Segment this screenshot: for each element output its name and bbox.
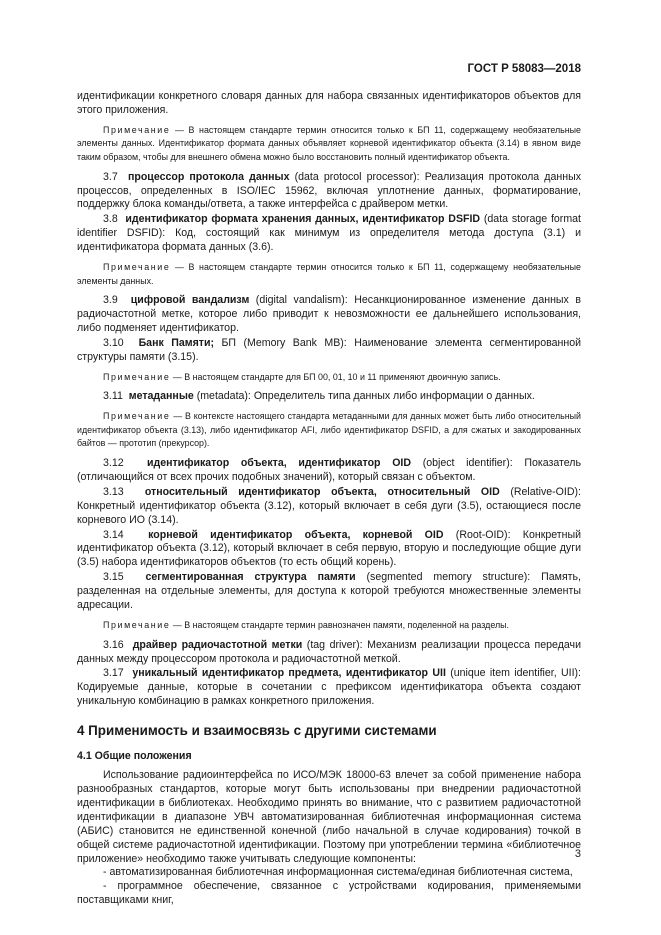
term-3-11 xyxy=(77,390,581,404)
note-label: Примечание xyxy=(103,411,171,422)
note-3 xyxy=(77,371,581,385)
term-number: 3.8 xyxy=(103,213,118,226)
term-number: 3.15 xyxy=(103,571,124,584)
term-definition: БП (Memory Bank MB): Наименование элемента сегментированной структуры памяти (3.15). xyxy=(77,336,582,363)
term-3-10 xyxy=(77,337,581,365)
note-1 xyxy=(77,124,581,165)
term-number: 3.12 xyxy=(103,457,124,470)
term-number: 3.17 xyxy=(103,667,124,680)
document-header: ГОСТ Р 58083—2018 xyxy=(467,63,581,75)
list-item: - программное обеспечение, связанное с устройствами кодирования, применяемыми поставщиками книг, xyxy=(77,880,581,907)
term-3-14 xyxy=(77,529,581,571)
term-definition: (data storage format identifier DSFID): Код, состоящий как минимум из определителя метода доступа (3.1) и идентификатора формата данных (3.6). xyxy=(77,213,581,254)
note-dash: — xyxy=(170,371,185,382)
term-number: 3.10 xyxy=(103,336,124,349)
page-number: 3 xyxy=(574,848,581,860)
paragraph-continuation: идентификации конкретного словаря данных для набора связанных идентификаторов объектов для этого приложения. xyxy=(77,90,581,116)
page-content xyxy=(77,90,581,908)
term-3-7 xyxy=(77,171,581,213)
note-label: Примечание xyxy=(103,262,171,273)
term-3-9 xyxy=(77,294,581,336)
term-name: сегментированная структура памяти xyxy=(145,571,356,584)
term-3-12 xyxy=(77,457,581,485)
note-5 xyxy=(77,619,581,633)
note-2 xyxy=(77,261,581,288)
term-number: 3.13 xyxy=(103,485,124,498)
term-definition: (segmented memory structure): Память, разделенная на отдельные элементы, для доступа к которой требуются множественные элементы адресации. xyxy=(77,571,581,612)
term-name: Банк Памяти; xyxy=(138,336,214,349)
term-name: идентификатор формата хранения данных, идентификатор DSFID xyxy=(125,213,481,226)
term-definition: (digital vandalism): Несанкционированное изменение данных в радиочастотной метке, которое либо приводит к невозможности ее дальнейшего использования, либо подменяет идентификатор. xyxy=(77,294,581,335)
term-number: 3.16 xyxy=(103,638,124,651)
term-name: процессор протокола данных xyxy=(127,170,290,183)
section-4-1-heading: 4.1 Общие положения xyxy=(77,750,192,763)
term-number: 3.9 xyxy=(103,294,118,307)
term-3-16 xyxy=(77,639,581,667)
term-3-8 xyxy=(77,213,581,255)
term-name: уникальный идентификатор предмета, идентификатор UII xyxy=(132,667,446,680)
term-name: идентификатор объекта, идентификатор OID xyxy=(146,457,412,470)
term-3-13 xyxy=(77,486,581,528)
section-4-heading: 4 Применимость и взаимосвязь с другими системами xyxy=(77,723,437,739)
term-name: драйвер радиочастотной метки xyxy=(132,638,303,651)
note-dash: — xyxy=(170,124,189,135)
term-definition: (Root-OID): Конкретный идентификатор объекта (3.12), который включает в себя первую, вторую и последующие общие дуги (3.5) набора идентификаторов объектов (то есть общий корень). xyxy=(77,528,581,569)
term-number: 3.7 xyxy=(103,170,118,183)
note-label: Примечание xyxy=(103,124,171,135)
note-text: В настоящем стандарте термин относится только к БП 11, содержащему необязательные элементы данных. Идентификатор формата данных объявляет корневой идентификатор объекта (3.14) в явном виде таким образом, чтобы для внешнего обмена можно было восстановить полный идентификатор объекта. xyxy=(77,124,581,162)
note-text: В контексте настоящего стандарта метаданными для данных может быть либо относительный идентификатор объекта (3.13), либо идентификатор AFI, либо идентификатор DSFID, а для сжатых и закодированных байтов — прототип (прекурсор). xyxy=(77,411,581,449)
term-name: цифровой вандализм xyxy=(130,294,250,307)
note-dash: — xyxy=(170,262,189,273)
term-definition: (metadata): Определитель типа данных либо информации о данных. xyxy=(193,390,535,403)
term-3-15 xyxy=(77,571,581,613)
term-definition: (tag driver): Механизм реализации процесса передачи данных между процессором протокола и радиочастотной меткой. xyxy=(77,638,581,665)
list-item: - автоматизированная библиотечная информационная система/единая библиотечная система, xyxy=(103,866,573,879)
note-label: Примечание xyxy=(103,371,171,382)
note-4 xyxy=(77,410,581,451)
term-number: 3.14 xyxy=(103,528,124,541)
section-4-1-paragraph: Использование радиоинтерфейса по ИСО/МЭК 18000-63 влечет за собой применение набора разнообразных стандартов, которые могут быть использованы при внедрении радиочастотной идентификации в библиотеках. Необходимо принять во внимание, что с развитием радиочастотной идентификации в диапазоне УВЧ автоматизированная библиотечная информационная система (АБИС) становится не единственной конечной (либо начальной в случае кодирования) точкой в общей системе радиочастотной идентификации. Поэтому при употреблении термина «библиотечное приложение» необходимо также учитывать следующие компоненты: xyxy=(77,769,581,865)
note-text: В настоящем стандарте термин равнозначен памяти, поделенной на разделы. xyxy=(184,620,509,630)
term-name: корневой идентификатор объекта, корневой OID xyxy=(148,528,444,541)
term-definition: (data protocol processor): Реализация протокола данных процессов, определенных в ISO/IEC 15962, включая уплотнение данных, форматирование, поддержку блока команды/ответа, а также интерфейса с драйвером метки. xyxy=(77,170,581,211)
term-number: 3.11 xyxy=(103,390,123,403)
term-name: относительный идентификатор объекта, относительный OID xyxy=(144,485,500,498)
note-dash: — xyxy=(170,620,185,630)
term-definition: (Relative-OID): Конкретный идентификатор объекта (3.12), который включает в себя дуги (3.5), остающиеся после корневого ИО (3.14). xyxy=(77,485,581,526)
note-label: Примечание xyxy=(103,620,171,630)
note-dash: — xyxy=(170,411,185,422)
note-text: В настоящем стандарте термин относится только к БП 11, содержащему необязательные элементы данных. xyxy=(77,262,581,286)
term-definition: (object identifier): Показатель (отличающийся от всех прочих подобных значений), который связан с объектом. xyxy=(77,457,581,483)
term-name: метаданные xyxy=(128,390,194,403)
term-3-17 xyxy=(77,667,581,709)
note-text: В настоящем стандарте для БП 00, 01, 10 и 11 применяют двоичную запись. xyxy=(184,371,501,382)
term-definition: (unique item identifier, UII): Кодируемые данные, которые в сочетании с префиксом идентификатора объекта создают уникальную комбинацию в рамках конкретного приложения. xyxy=(77,667,582,708)
